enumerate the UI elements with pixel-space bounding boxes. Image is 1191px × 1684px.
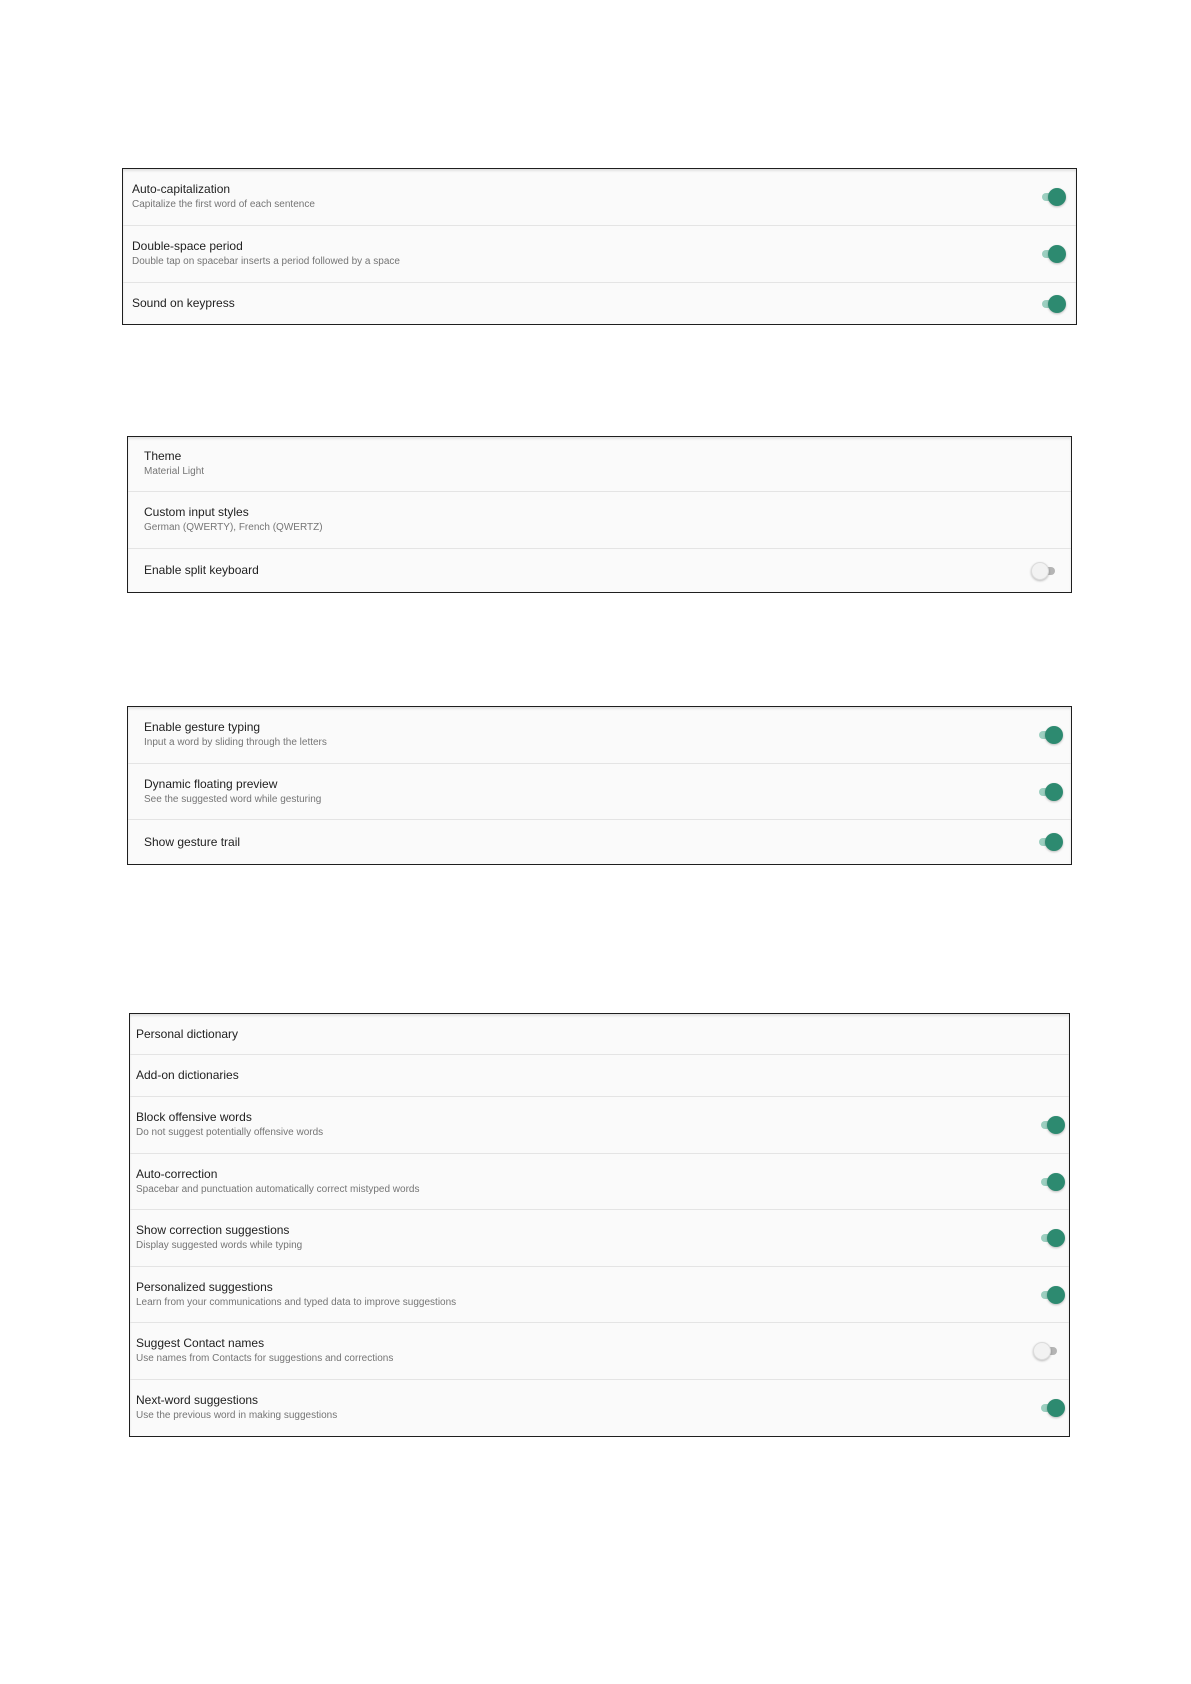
setting-subtitle: Use names from Contacts for suggestions and corrections [136,1353,394,1364]
setting-title: Block offensive words [136,1110,252,1124]
setting-row-double-space-period[interactable] [123,226,1076,283]
setting-row-personal-dictionary[interactable] [130,1014,1069,1055]
setting-row-show-correction-suggestions[interactable] [130,1210,1069,1267]
toggle-switch[interactable] [1040,245,1066,263]
setting-title: Auto-correction [136,1166,218,1181]
setting-subtitle: Do not suggest potentially offensive words [136,1127,324,1138]
setting-row-sound-on-keypress[interactable] [123,283,1076,324]
toggle-switch[interactable] [1033,1342,1059,1360]
setting-title: Personal dictionary [136,1026,239,1041]
setting-subtitle: Input a word by sliding through the letters [144,737,327,748]
toggle-switch[interactable] [1039,1116,1065,1134]
setting-row-theme[interactable] [128,437,1071,492]
toggle-switch[interactable] [1039,1229,1065,1247]
setting-subtitle: Material Light [144,466,205,477]
setting-subtitle: Learn from your communications and typed data to improve suggestions [136,1296,457,1308]
settings-panel-gesture-typing [127,706,1072,865]
settings-panel-text-correction [129,1013,1070,1437]
setting-row-show-gesture-trail[interactable] [128,820,1071,864]
setting-subtitle: See the suggested word while gesturing [144,793,322,805]
toggle-switch[interactable] [1039,1399,1065,1417]
setting-subtitle: Spacebar and punctuation automatically correct mistyped words [136,1183,420,1195]
setting-title: Dynamic floating preview [144,776,278,791]
setting-subtitle: Use the previous word in making suggestions [136,1410,338,1421]
settings-panel-appearance [127,436,1072,593]
setting-row-block-offensive-words[interactable] [130,1097,1069,1154]
setting-row-next-word-suggestions[interactable] [130,1380,1069,1436]
setting-title: Next-word suggestions [136,1393,259,1407]
setting-row-personalized-suggestions[interactable] [130,1267,1069,1323]
setting-title: Theme [144,449,182,463]
toggle-switch[interactable] [1040,295,1066,313]
setting-title: Enable gesture typing [144,720,261,734]
setting-row-custom-input-styles[interactable] [128,492,1071,549]
settings-panel-typing [122,168,1077,325]
toggle-switch[interactable] [1039,1173,1065,1191]
setting-row-auto-capitalization[interactable] [123,169,1076,226]
setting-title: Personalized suggestions [136,1279,273,1294]
setting-subtitle: Double tap on spacebar inserts a period followed by a space [132,256,400,267]
setting-subtitle: Display suggested words while typing [136,1240,303,1251]
toggle-switch[interactable] [1037,726,1063,744]
setting-title: Add-on dictionaries [136,1068,239,1082]
setting-row-suggest-contact-names[interactable] [130,1323,1069,1380]
setting-row-dynamic-floating-preview[interactable] [128,764,1071,820]
setting-subtitle: German (QWERTY), French (QWERTZ) [144,522,323,533]
setting-row-enable-split-keyboard[interactable] [128,549,1071,592]
setting-subtitle: Capitalize the first word of each sentence [132,199,315,210]
setting-row-enable-gesture-typing[interactable] [128,707,1071,764]
setting-row-auto-correction[interactable] [130,1154,1069,1210]
setting-title: Enable split keyboard [144,563,259,577]
setting-title: Auto-capitalization [132,182,231,196]
setting-title: Show correction suggestions [136,1223,290,1237]
setting-title: Double-space period [132,239,243,253]
setting-title: Suggest Contact names [136,1336,265,1350]
toggle-switch[interactable] [1037,783,1063,801]
setting-row-add-on-dictionaries[interactable] [130,1055,1069,1097]
toggle-switch[interactable] [1037,833,1063,851]
toggle-switch[interactable] [1039,1286,1065,1304]
setting-title: Custom input styles [144,505,249,519]
setting-title: Sound on keypress [132,296,235,310]
toggle-switch[interactable] [1040,188,1066,206]
toggle-switch[interactable] [1031,562,1057,580]
setting-title: Show gesture trail [144,834,241,849]
